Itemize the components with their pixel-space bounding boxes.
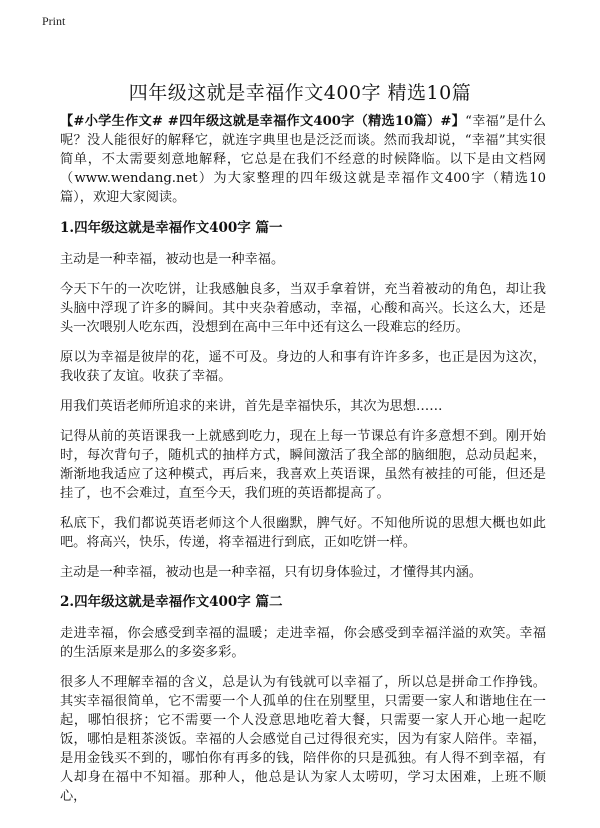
paragraph: 私底下，我们都说英语老师这个人很幽默，脾气好。不知他所说的思想大概也如此吧。将高兴，快乐，传递，将幸福进行到底，正如吃饼一样。 (60, 516, 546, 550)
intro-paragraph (60, 112, 546, 207)
print-label: Print (42, 14, 66, 28)
paragraph: 今天下午的一次吃饼，让我感触良多，当双手拿着饼，充当着被动的角色，却让我头脑中浮现了许多的瞬间。其中夹杂着感动，幸福，心酸和高兴。长这么大，还是头一次喂别人吃东西，没想到在高中三年中还有这么一段难忘的经历。 (60, 282, 546, 335)
paragraph: 主动是一种幸福，被动也是一种幸福，只有切身体验过，才懂得其内涵。 (60, 565, 482, 580)
article-body (60, 112, 546, 817)
intro-text: “幸福”是什么呢？没人能很好的解释它，就连字典里也是泛泛而谈。然而我却说，“幸福”其实很简单，不太需要刻意地解释，它总是在我们不经意的时候降临。以下是由文档网（www.wendang.net）为大家整理的四年级这就是幸福作文400字（精选10篇），欢迎大家阅读。 (60, 114, 547, 205)
paragraph: 主动是一种幸福，被动也是一种幸福。 (60, 252, 285, 267)
paragraph: 走进幸福，你会感受到幸福的温暖；走进幸福，你会感受到幸福洋溢的欢笑。幸福的生活原来是那么的多姿多彩。 (60, 626, 546, 660)
section-heading-2: 2.四年级这就是幸福作文400字 篇二 (60, 594, 283, 610)
paragraph: 很多人不理解幸福的含义，总是认为有钱就可以幸福了，所以总是拼命工作挣钱。其实幸福很简单，它不需要一个人孤单的住在别墅里，只需要一家人和谐地住在一起，哪怕很挤；它不需要一个人没意思地吃着大餐，只需要一家人开心地一起吃饭，哪怕是粗茶淡饭。幸福的人会感觉自己过得很充实，因为有家人陪伴。幸福，是用金钱买不到的，哪怕你有再多的钱，陪伴你的只是孤独。有人得不到幸福，有人却身在福中不知福。那种人，他总是认为家人太唠叨，学习太困难，上班不顺心， (60, 675, 546, 804)
intro-tags: 【#小学生作文# #四年级这就是幸福作文400字（精选10篇）#】 (60, 114, 466, 129)
paragraph: 用我们英语老师所追求的来讲，首先是幸福快乐，其次为思想…… (60, 399, 443, 414)
paragraph: 原以为幸福是彼岸的花，遥不可及。身边的人和事有许许多多，也正是因为这次，我收获了友谊。收获了幸福。 (60, 350, 546, 384)
section-heading-1: 1.四年级这就是幸福作文400字 篇一 (60, 220, 283, 236)
document-title: 四年级这就是幸福作文400字 精选10篇 (128, 82, 472, 104)
paragraph: 记得从前的英语课我一上就感到吃力，现在上每一节课总有许多意想不到。刚开始时，每次背句子，随机式的抽样方式，瞬间激活了我全部的脑细胞，总动员起来，渐渐地我适应了这种模式，再后来，我喜欢上英语课，虽然有被挂的可能，但还是挂了，也不会难过，直至今天，我们班的英语都提高了。 (60, 429, 546, 501)
